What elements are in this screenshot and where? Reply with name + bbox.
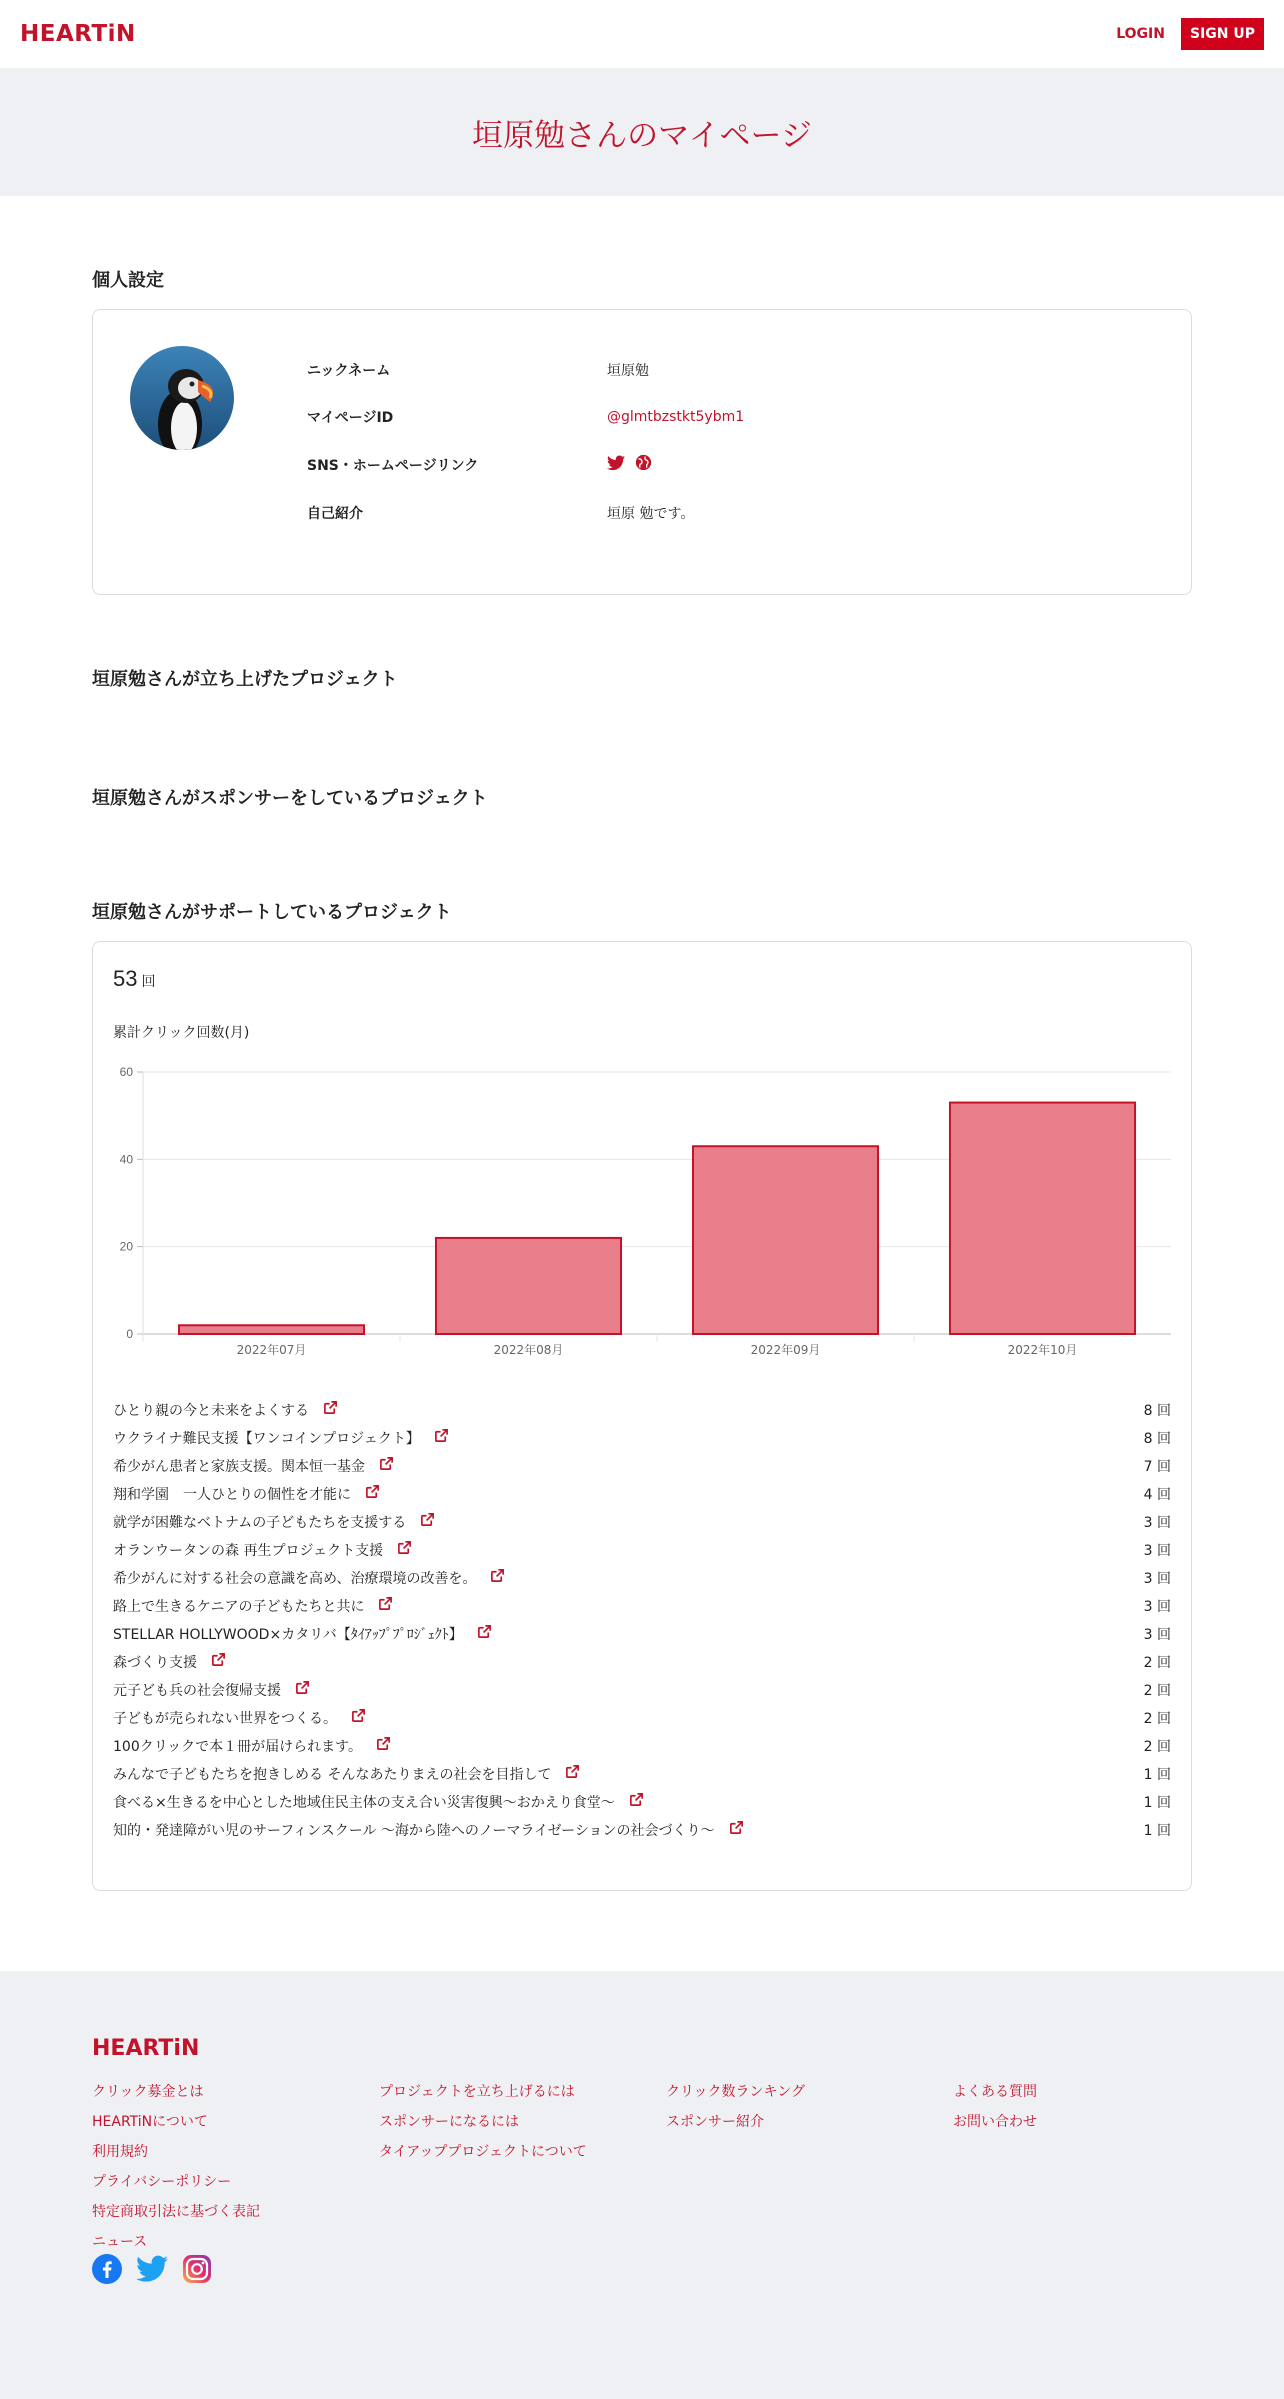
project-name: 就学が困難なベトナムの子どもたちを支援する <box>113 1515 407 1531</box>
project-click-count: 2 回 <box>1143 1739 1171 1755</box>
project-list-item <box>113 1453 1171 1481</box>
profile-row-nickname <box>307 360 649 380</box>
project-name: 翔和学園 一人ひとりの個性を才能に <box>113 1487 351 1503</box>
page-hero <box>0 68 1284 196</box>
project-click-count: 1 回 <box>1143 1795 1171 1811</box>
footer-column-1 <box>92 2081 260 2251</box>
project-click-count: 2 回 <box>1143 1655 1171 1671</box>
project-name: 元子ども兵の社会復帰支援 <box>113 1683 281 1699</box>
footer-link[interactable]: プライバシーポリシー <box>92 2174 232 2190</box>
profile-row-mypage-id <box>307 407 744 427</box>
footer-link[interactable]: スポンサー紹介 <box>666 2114 764 2130</box>
project-click-count: 2 回 <box>1143 1711 1171 1727</box>
footer-link[interactable]: お問い合わせ <box>953 2114 1037 2130</box>
site-header <box>0 0 1284 68</box>
footer-link[interactable]: ニュース <box>92 2234 148 2250</box>
total-count-number: 53 <box>113 966 138 991</box>
project-list-item <box>113 1733 1171 1761</box>
support-card <box>92 941 1192 1891</box>
external-link-icon[interactable] <box>211 1649 226 1677</box>
facebook-icon[interactable] <box>92 2254 122 2289</box>
project-list-item <box>113 1425 1171 1453</box>
project-list <box>113 1397 1171 1845</box>
click-bar-chart <box>93 1062 1191 1362</box>
supporting-projects-title: 垣原勉さんがサポートしているプロジェクト <box>92 902 452 923</box>
project-click-count: 3 回 <box>1143 1571 1171 1587</box>
x-tick-label: 2022年09月 <box>750 1343 821 1357</box>
twitter-icon[interactable] <box>607 455 625 475</box>
footer-link[interactable]: 特定商取引法に基づく表記 <box>92 2204 260 2220</box>
footer-link[interactable]: クリック募金とは <box>92 2084 204 2100</box>
footer-column-4 <box>953 2081 1037 2131</box>
project-click-count: 3 回 <box>1143 1599 1171 1615</box>
site-footer <box>0 1971 1284 2399</box>
launched-projects-title: 垣原勉さんが立ち上げたプロジェクト <box>92 669 398 690</box>
project-click-count: 3 回 <box>1143 1515 1171 1531</box>
external-link-icon[interactable] <box>351 1705 366 1733</box>
external-link-icon[interactable] <box>379 1453 394 1481</box>
footer-link[interactable]: よくある質問 <box>953 2084 1037 2100</box>
external-link-icon[interactable] <box>729 1817 744 1845</box>
project-list-item <box>113 1621 1171 1649</box>
project-click-count: 2 回 <box>1143 1683 1171 1699</box>
project-name: 希少がんに対する社会の意識を高め、治療環境の改善を。 <box>113 1571 477 1587</box>
footer-link[interactable]: スポンサーになるには <box>379 2114 519 2130</box>
footer-link[interactable]: HEARTiNについて <box>92 2114 208 2130</box>
project-name: みんなで子どもたちを抱きしめる そんなあたりまえの社会を目指して <box>113 1767 552 1783</box>
y-tick-label: 40 <box>119 1152 133 1167</box>
project-name: 路上で生きるケニアの子どもたちと共に <box>113 1599 365 1615</box>
project-list-item <box>113 1565 1171 1593</box>
signup-button[interactable]: SIGN UP <box>1181 18 1264 50</box>
project-name: 森づくり支援 <box>113 1655 197 1671</box>
external-link-icon[interactable] <box>434 1425 449 1453</box>
x-tick-label: 2022年08月 <box>493 1343 564 1357</box>
bar <box>950 1103 1135 1334</box>
twitter-icon[interactable] <box>136 2254 168 2289</box>
project-list-item <box>113 1537 1171 1565</box>
footer-logo[interactable]: HEARTiN <box>92 2036 200 2061</box>
project-name: STELLAR HOLLYWOOD×カタリバ【ﾀｲｱｯﾌﾟﾌﾟﾛｼﾞｪｸﾄ】 <box>113 1627 463 1643</box>
sns-label: SNS・ホームページリンク <box>307 457 479 474</box>
sns-links <box>607 454 652 475</box>
project-list-item <box>113 1761 1171 1789</box>
project-name: 知的・発達障がい児のサーフィンスクール ～海から陸へのノーマライゼーションの社会づくり～ <box>113 1823 715 1839</box>
project-list-item <box>113 1705 1171 1733</box>
profile-row-sns <box>307 454 652 475</box>
project-click-count: 7 回 <box>1143 1459 1171 1475</box>
page-title: 垣原勉さんのマイページ <box>472 117 812 154</box>
project-name: 希少がん患者と家族支援。関本恒一基金 <box>113 1459 365 1475</box>
project-name: オランウータンの森 再生プロジェクト支援 <box>113 1543 384 1559</box>
nickname-label: ニックネーム <box>307 363 391 379</box>
bio-value: 垣原 勉です。 <box>607 506 695 522</box>
project-name: 100クリックで本１冊が届けられます。 <box>113 1739 363 1755</box>
header-actions <box>1116 18 1264 50</box>
external-link-icon[interactable] <box>378 1593 393 1621</box>
logo[interactable]: HEARTiN <box>20 21 136 47</box>
sponsoring-projects-title: 垣原勉さんがスポンサーをしているプロジェクト <box>92 788 488 809</box>
footer-social-links <box>92 2254 212 2289</box>
external-link-icon[interactable] <box>477 1621 492 1649</box>
x-tick-label: 2022年10月 <box>1007 1343 1078 1357</box>
external-link-icon[interactable] <box>629 1789 644 1817</box>
external-link-icon[interactable] <box>420 1509 435 1537</box>
project-list-item <box>113 1397 1171 1425</box>
x-tick-label: 2022年07月 <box>236 1343 307 1357</box>
footer-column-3 <box>666 2081 805 2131</box>
external-link-icon[interactable] <box>565 1761 580 1789</box>
project-click-count: 8 回 <box>1143 1431 1171 1447</box>
footer-link[interactable]: クリック数ランキング <box>666 2084 806 2100</box>
project-list-item <box>113 1481 1171 1509</box>
y-tick-label: 20 <box>119 1239 133 1254</box>
footer-link[interactable]: タイアッププロジェクトについて <box>379 2144 587 2160</box>
nickname-value: 垣原勉 <box>607 363 649 379</box>
external-link-icon[interactable] <box>397 1537 412 1565</box>
project-name: 食べる×生きるを中心とした地域住民主体の支え合い災害復興～おかえり食堂～ <box>113 1795 615 1811</box>
login-link[interactable]: LOGIN <box>1116 26 1165 42</box>
profile-section-title: 個人設定 <box>92 270 164 291</box>
project-name: ウクライナ難民支援【ワンコインプロジェクト】 <box>113 1431 420 1447</box>
bar <box>693 1146 878 1334</box>
bar <box>436 1238 621 1334</box>
project-click-count: 3 回 <box>1143 1543 1171 1559</box>
project-click-count: 1 回 <box>1143 1823 1171 1839</box>
profile-row-bio <box>307 503 694 523</box>
main-content <box>92 196 1192 1891</box>
y-tick-label: 0 <box>126 1327 133 1341</box>
y-tick-label: 60 <box>119 1065 133 1079</box>
project-click-count: 3 回 <box>1143 1627 1171 1643</box>
project-click-count: 1 回 <box>1143 1767 1171 1783</box>
footer-link[interactable]: 利用規約 <box>92 2144 148 2160</box>
project-list-item <box>113 1649 1171 1677</box>
total-count <box>113 966 155 992</box>
bio-label: 自己紹介 <box>307 506 363 522</box>
project-click-count: 4 回 <box>1143 1487 1171 1503</box>
mypage-id-value[interactable]: @glmtbzstkt5ybm1 <box>607 409 745 425</box>
instagram-icon[interactable] <box>182 2254 212 2289</box>
total-count-unit: 回 <box>141 973 156 989</box>
project-list-item <box>113 1789 1171 1817</box>
footer-column-2 <box>379 2081 587 2161</box>
project-list-item <box>113 1817 1171 1845</box>
project-name: 子どもが売られない世界をつくる。 <box>113 1711 337 1727</box>
globe-icon[interactable] <box>635 454 652 475</box>
footer-link[interactable]: プロジェクトを立ち上げるには <box>379 2084 575 2100</box>
external-link-icon[interactable] <box>365 1481 380 1509</box>
project-list-item <box>113 1593 1171 1621</box>
project-list-item <box>113 1677 1171 1705</box>
chart-title: 累計クリック回数(月) <box>113 1025 250 1041</box>
avatar <box>130 346 234 450</box>
external-link-icon[interactable] <box>376 1733 391 1761</box>
external-link-icon[interactable] <box>323 1397 338 1425</box>
profile-card <box>92 309 1192 595</box>
project-name: ひとり親の今と未来をよくする <box>113 1403 309 1419</box>
external-link-icon[interactable] <box>295 1677 310 1705</box>
project-list-item <box>113 1509 1171 1537</box>
mypage-id-label: マイページID <box>307 410 394 426</box>
external-link-icon[interactable] <box>490 1565 505 1593</box>
project-click-count: 8 回 <box>1143 1403 1171 1419</box>
bar <box>179 1325 364 1334</box>
